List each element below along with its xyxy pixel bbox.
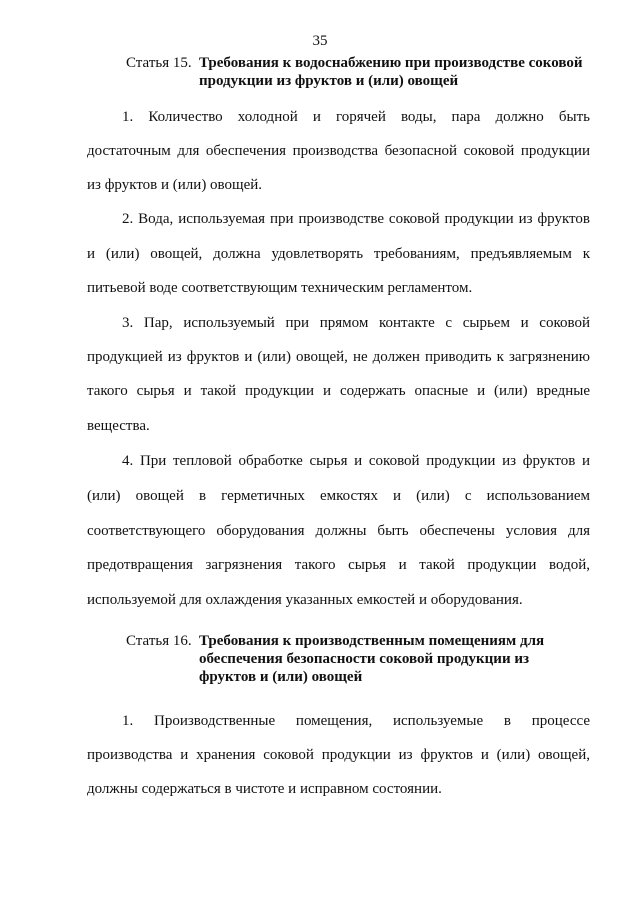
article-16-title-line-2: обеспечения безопасности соковой продукции из	[199, 651, 530, 667]
a15-p3-line-4: вещества.	[87, 418, 150, 434]
article-15-label: Статья 15.	[126, 55, 192, 71]
a15-p1-line-3: из фруктов и (или) овощей.	[87, 177, 263, 193]
article-16-label: Статья 16.	[126, 633, 192, 649]
a15-p4-line-2: (или) овощей в герметичных емкостях и (или) с использованием	[87, 488, 590, 504]
a15-p3-line-3: такого сырья и такой продукции и содержать опасные и (или) вредные	[87, 383, 590, 399]
a15-p4-line-4: предотвращения загрязнения такого сырья и такой продукции водой,	[87, 557, 590, 573]
a15-p2-line-1: 2. Вода, используемая при производстве соковой продукции из фруктов	[122, 211, 590, 227]
a15-p2-line-3: питьевой воде соответствующим техническим регламентом.	[87, 280, 473, 296]
a15-p4-line-5: используемой для охлаждения указанных емкостей и оборудования.	[87, 592, 523, 608]
a16-p1-line-3: должны содержаться в чистоте и исправном состоянии.	[87, 781, 442, 797]
article-16-title-line-1: Требования к производственным помещениям для	[199, 633, 545, 649]
article-16-heading	[126, 633, 596, 689]
article-15-heading	[126, 55, 596, 95]
a15-p4-line-1: 4. При тепловой обработке сырья и соковой продукции из фруктов и	[122, 453, 590, 469]
a16-p1-line-1: 1. Производственные помещения, используемые в процессе	[122, 713, 590, 729]
a15-p2-line-2: и (или) овощей, должна удовлетворять требованиям, предъявляемым к	[87, 246, 590, 262]
a15-p4-line-3: соответствующего оборудования должны быть обеспечены условия для	[87, 523, 590, 539]
a15-p3-line-2: продукцией из фруктов и (или) овощей, не должен приводить к загрязнению	[87, 349, 590, 365]
a16-p1-line-2: производства и хранения соковой продукции из фруктов и (или) овощей,	[87, 747, 590, 763]
article-15-title-line-1: Требования к водоснабжению при производстве соковой	[199, 55, 583, 71]
a15-p1-line-2: достаточным для обеспечения производства безопасной соковой продукции	[87, 143, 590, 159]
page-number: 35	[312, 33, 328, 49]
article-16-title-line-3: фруктов и (или) овощей	[199, 669, 363, 685]
article-15-title-line-2: продукции из фруктов и (или) овощей	[199, 73, 459, 89]
a15-p3-line-1: 3. Пар, используемый при прямом контакте с сырьем и соковой	[122, 315, 590, 331]
a15-p1-line-1: 1. Количество холодной и горячей воды, пара должно быть	[122, 109, 590, 125]
